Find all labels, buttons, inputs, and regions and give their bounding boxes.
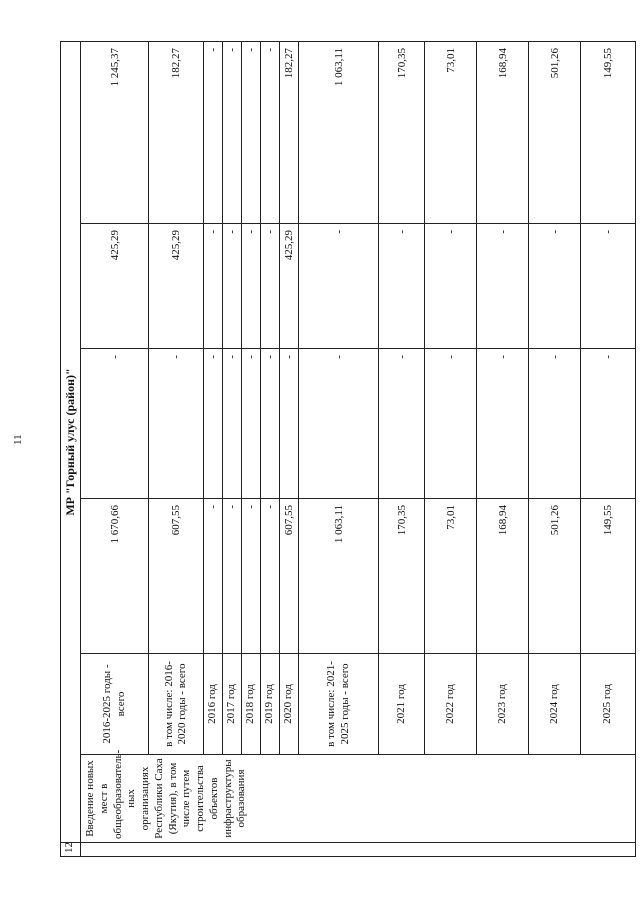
value-cell: - (425, 349, 477, 499)
value-cell: - (280, 349, 299, 499)
value-cell: 501,26 (529, 41, 581, 223)
value-cell: - (223, 349, 242, 499)
total-cell: - (204, 499, 223, 654)
table-row (81, 41, 149, 856)
value-cell: - (261, 349, 280, 499)
value-cell: - (223, 224, 242, 349)
value-cell: - (529, 349, 581, 499)
period-cell: 2019 год (261, 654, 280, 755)
value-cell: - (81, 349, 149, 499)
period-cell: в том числе: 2021-2025 годы - всего (299, 654, 379, 755)
table-row (425, 41, 477, 856)
period-cell: 2023 год (477, 654, 529, 755)
measure-description: Введение новых мест в общеобразователь-ных организациях Республики Саха (Якутия), в том числе путем строительства объектов инфраструктуры образования (81, 755, 636, 843)
period-cell: 2017 год (223, 654, 242, 755)
value-cell: - (204, 224, 223, 349)
title-row (61, 41, 81, 856)
table-row (149, 41, 204, 856)
period-cell: 2024 год (529, 654, 581, 755)
value-cell: 425,29 (81, 224, 149, 349)
table-row (223, 41, 242, 856)
value-cell: 182,27 (280, 41, 299, 223)
value-cell: - (242, 41, 261, 223)
row-number-spacer (81, 843, 636, 857)
table-row (477, 41, 529, 856)
total-cell: 1 670,66 (81, 499, 149, 654)
value-cell: - (223, 41, 242, 223)
value-cell: - (261, 224, 280, 349)
value-cell: - (379, 224, 425, 349)
value-cell: - (379, 349, 425, 499)
table-row (299, 41, 379, 856)
value-cell: - (477, 349, 529, 499)
value-cell: - (149, 349, 204, 499)
period-cell: 2016-2025 годы - всего (81, 654, 149, 755)
total-cell: 501,26 (529, 499, 581, 654)
table-row (581, 41, 636, 856)
value-cell: 425,29 (149, 224, 204, 349)
total-cell: 73,01 (425, 499, 477, 654)
value-cell: - (477, 224, 529, 349)
total-cell: 607,55 (149, 499, 204, 654)
table-row (204, 41, 223, 856)
value-cell: 182,27 (149, 41, 204, 223)
period-cell: 2018 год (242, 654, 261, 755)
value-cell: 73,01 (425, 41, 477, 223)
value-cell: 425,29 (280, 224, 299, 349)
total-cell: 149,55 (581, 499, 636, 654)
period-cell: в том числе: 2016-2020 годы - всего (149, 654, 204, 755)
total-cell: - (261, 499, 280, 654)
value-cell: - (299, 349, 379, 499)
table-row (529, 41, 581, 856)
table-row (379, 41, 425, 856)
period-cell: 2016 год (204, 654, 223, 755)
value-cell: - (261, 41, 280, 223)
row-number: 12 (61, 843, 81, 857)
total-cell: - (242, 499, 261, 654)
value-cell: - (204, 41, 223, 223)
period-cell: 2025 год (581, 654, 636, 755)
total-cell: - (223, 499, 242, 654)
value-cell: 1 063,11 (299, 41, 379, 223)
value-cell: 149,55 (581, 41, 636, 223)
value-cell: 168,94 (477, 41, 529, 223)
value-cell: 170,35 (379, 41, 425, 223)
total-cell: 607,55 (280, 499, 299, 654)
district-title: МР "Горный улус (район)" (61, 41, 81, 842)
table-row (261, 41, 280, 856)
period-cell: 2020 год (280, 654, 299, 755)
value-cell: - (581, 224, 636, 349)
value-cell: - (529, 224, 581, 349)
total-cell: 170,35 (379, 499, 425, 654)
table-row (242, 41, 261, 856)
value-cell: - (299, 224, 379, 349)
period-cell: 2021 год (379, 654, 425, 755)
period-cell: 2022 год (425, 654, 477, 755)
value-cell: - (425, 224, 477, 349)
value-cell: - (242, 224, 261, 349)
value-cell: - (204, 349, 223, 499)
value-cell: 1 245,37 (81, 41, 149, 223)
total-cell: 168,94 (477, 499, 529, 654)
value-cell: - (581, 349, 636, 499)
funding-table (60, 41, 636, 857)
rotated-table-sheet (60, 42, 614, 857)
table-row (280, 41, 299, 856)
value-cell: - (242, 349, 261, 499)
total-cell: 1 063,11 (299, 499, 379, 654)
page-number: 11 (12, 434, 24, 445)
